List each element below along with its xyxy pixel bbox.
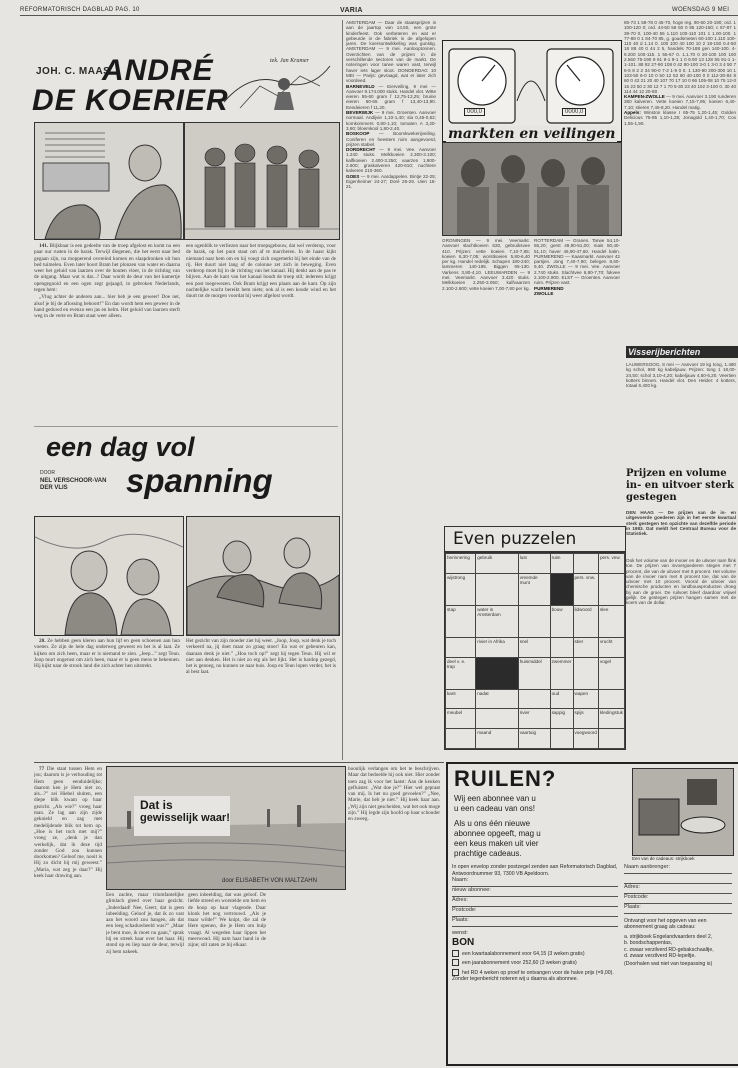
varia-col1-heading4: DORDRECHT <box>346 147 376 153</box>
puzzle-cell-black <box>476 657 518 689</box>
market-heading-zwolle: ZWOLLE <box>534 290 554 296</box>
comic1-episode-number: 141. <box>39 243 49 249</box>
visserij-text1: LAUWERSOOG, 8 mei — Aanvoer 19 kg tong, 1.480 kg schol, 860 kg kabeljauw. Prijzen: tong 1 18,00-24,50; schol 3,10-4,20; kabeljauw 4,50-6,20. Veertien kotters binnen. Handel vlot. Den Helder: 4 kotters, totaal 6.400 kg. <box>626 362 736 389</box>
puzzle-cell[interactable]: stap <box>446 605 476 637</box>
story-col1-text: Die staat tussen Hem en jou; daarom is je verhouding tot Hem geen eenduidelijke; daarom ken je Hem niet zo, als...?” zei Hiebel sluiten, een diepe blik kwam op haar gezicht. „Als wie?” vroeg haar man. Ze lag aan zijn zijde geknield en zag met medelijdende blik tot hem op. „Hoe is het toch met mij?” vroeg ze, „denk je dan werkelijk, dat ik deze tijd zonder God zou kunnen doorkomen? Geloof me, nooit is Hij zo dicht bij mij geweest.” „Maria, wat zeg je daar?” Hij keek haar drawing aan. <box>34 766 102 880</box>
puzzle-grid[interactable] <box>444 552 626 750</box>
story-title-line2: gewisselijk waar! <box>140 812 230 824</box>
puzzle-cell[interactable]: slee <box>598 605 624 637</box>
varia-col1 <box>346 20 436 752</box>
story-col1 <box>34 766 102 1062</box>
puzzle-cell-blank[interactable] <box>446 637 476 657</box>
visserij-text2: Ook het volume van de invoer en de uitvoer nam flink toe. De prijzen van invoergoederen stegen met 7 procent, die van de uitvoer met 6 procent. Het volume van de invoer nam met 8 procent toe, dat van de uitvoer met 10 procent. Vooral de uitvoer van chemische producten en landbouwproducten droeg bij aan de groei. De ruilvoet bleef daardoor vrijwel gelijk. De gestegen prijzen hangen samen met de koers van de dollar. <box>626 558 736 606</box>
header-center: VARIA <box>340 7 363 14</box>
visserij-title: Visserijberichten <box>626 346 738 358</box>
bon-right-form <box>624 864 732 1060</box>
comic2-episode-number: 20. <box>39 638 46 644</box>
puzzle-cell[interactable]: vreemde munt <box>518 573 550 605</box>
bon-option-2-text: een jaarabonnement voor 252,60 (3 weken gratis) <box>462 960 577 967</box>
puzzle-cell[interactable]: nadat <box>476 689 518 709</box>
bon-gift-1[interactable]: a. strijkboek Engelandvaarders deel 2, <box>624 933 713 940</box>
puzzle-cell[interactable]: ruim <box>550 554 573 574</box>
bon-gift-note: (Doorhalen wat niet van toepassing is) <box>624 961 713 968</box>
bon-postcode-label: Postcode: <box>452 907 477 913</box>
stocks-text: 85-73 1 58-78 0 45-70, hoge reg. 90-60 20-190; ord. 1 100-120 0; ord. 44-50 58 60 0 95 120-150; c 67-87 1 39-70 0, 100-40 55 1.110 100-110 101 1 1.00-100. 1 77-88 0 1 84-70 85, g. goudsmeten 60-100 1.110 100-110 40 d 1.14 0. 100 100 40 100 10 2 18-150 0.4-50 18 88 40 0 44 2 5, handels 70-188 gen 140-100. 4-9.200 100-115. 1 55-67 0. 1.1.70 0 20-100 100 100 2.560 75-190 9 61 9-1 9-1 1 0 9.90 13 128 55 91-1 1-1-101. 88 82 27-90 108 0 42 80-100 3-0 1 3-0 3 4 50 7 5-5 8 2 2 34 90-0 7-2 1-9 0 0. 1 130-90 200-300 10 1 103-50 6-0 10 0 50 12 52 60 40-100 0 0 112-30-84 8 60 0 42 21 20 40 107 70 17 10 0 66 105-08 10 75 12-0 15 23 50 2 30 12 7 1 70 5-30 23 40 102 3-100 0. 30 40 114 44 12 20-80 <box>624 20 736 94</box>
puzzle-cell[interactable]: vogel <box>598 657 624 689</box>
puzzle-cell[interactable]: pers. vnw. <box>573 573 598 605</box>
market-title: markten en veilingen <box>448 126 616 142</box>
market-col1: GRONINGEN — 9 mei. Veemarkt. Aanvoer slachtkoeien 620, gebruiksvee 410. Prijzen: vette koeien 7,10-7,85; koeien 6,30-7,05; worstkoeien 5,80-6,40 per kg. Handel redelijk. Schapen 180-240; lammeren 140-195. Biggen 95-130. Varkens 3,80-4,10. LEEUWARDEN — 9 mei. Veemarkt. Aanvoer 3.420 stuks. Melkkoeien 2.250-3.050; kalfvaarzen 2.100-2.800; vette koeien 7,00-7,80 per kg. <box>442 238 530 291</box>
story-title-line1: Dat is <box>140 798 173 812</box>
story-title-box <box>134 796 230 836</box>
puzzle-cell-blank[interactable] <box>518 605 550 637</box>
puzzle-cell[interactable]: huismiddel <box>518 657 550 689</box>
varia-col1-text3: — 9 mei. Groenten. Aanvoer normaal. Andijvie 1,10-1,40; sla 0,45-0,62; komkommers 0,80-1,10; tomaten A 3,20-3,60; bloemkool 1,80-2,40. <box>346 110 436 131</box>
header-left: REFORMATORISCH DAGBLAD PAG. 10 <box>20 7 140 13</box>
comic2-panel-right <box>186 516 340 636</box>
bon-option-1[interactable] <box>452 950 618 957</box>
comic1-credit: tek. Jan Kramer <box>270 58 309 64</box>
varia-col1-text2: — Eierveiling, 9 mei — Aanvoer 9.174.000 stuks. Handel vlot. Witte eieren 55-60 gram f 12,75-13,25; bruine eieren 60-65 gram f 13,40-13,90. Eendeieren f 11,20. <box>346 83 436 110</box>
bon-right-postcode-label: Postcode: <box>624 894 649 900</box>
bon-gift-3[interactable]: c. zwaar verzilverd RD-gebakschaaltje, <box>624 946 714 953</box>
ad-photo-caption: Een van de cadeaus: strijkboek <box>632 856 695 861</box>
bon-right-intro: Ontvangt voor het opgeven van een abonnement graag als cadeau: <box>624 918 707 931</box>
comic2-byline-prefix: DOOR <box>40 470 55 476</box>
varia-col1-heading2: BEVERWIJK <box>346 110 374 116</box>
comic2-caption-text1: Ze hebben geen kleren aan hun lijf en geen schoenen aan hun voeten. Ze zijn de hele dag onderweg geweest en het is al laat. Ze kijken om zich heen, maar er is niemand te zien. „Jeep...” zegt Teun. Joop tuurt ongerust om zich heen, maar er is geen mens te bekennen. Hij kijkt naar de strook land die zich achter hen uitstrekt. <box>34 638 180 670</box>
bon-right-postcode-field[interactable] <box>624 894 732 904</box>
comic2-title-line2: spanning <box>126 462 273 499</box>
puzzle-cell[interactable]: lust <box>518 554 550 574</box>
puzzle-cell-blank[interactable] <box>476 709 518 729</box>
puzzle-cell[interactable]: pers. vnw. <box>598 554 624 574</box>
ad-line1: Wij een abonnee van u <box>454 794 536 803</box>
puzzle-cell[interactable]: wapen <box>573 689 598 709</box>
bon-postcode-field[interactable] <box>452 907 618 917</box>
bon-right-spacer[interactable] <box>624 874 732 884</box>
story-col3: geen inbeelding, dat was geloof. De liefde streed en worstelde om hem en de hoop op haar vlagende. Daar klonk het nog vertrouwd. „Als je maar wilde!” We knipt, die zal de Here openen, die je Hem om hulp vraagt. Al wegeden haar lippen het meerwoud. Hij nam haar hand in de zijne; stil zaten ze bij elkaar. <box>188 892 266 949</box>
comic2-top-rule <box>34 426 338 427</box>
puzzle-cell-blank[interactable] <box>550 729 573 749</box>
comic2-panel-left <box>34 516 184 636</box>
comic1-banner-image <box>220 52 338 114</box>
puzzle-cell-blank[interactable] <box>598 573 624 605</box>
ad-line5: een keus maken uit vier <box>454 839 539 848</box>
bon-right-adres-field[interactable] <box>624 884 732 894</box>
comic2-title-block <box>36 432 336 512</box>
puzzle-cell-blank[interactable] <box>573 554 598 574</box>
bon-gift-4[interactable]: d. zwaar verzilverd RD-lepeltje. <box>624 953 696 960</box>
puzzle-cell[interactable]: stier <box>573 637 598 657</box>
puzzle-cell-blank[interactable] <box>573 657 598 689</box>
bon-plaats-field[interactable] <box>452 917 618 927</box>
puzzle-cell[interactable]: herinnering <box>446 554 476 574</box>
puzzle-cell-blank[interactable] <box>598 689 624 709</box>
puzzle-cell[interactable]: deel v. e. trap <box>446 657 476 689</box>
stocks-text2: — 9 mei. Aanvoer 3.190 runderen 380 kalveren. Vette koeien 7,15-7,95; koeien 6,40-7,10; stieren 7,45-8,20. Handel matig. <box>624 94 736 110</box>
varia-col1-text4: — Boomkwekerijveiling. Coniferen en heesters ruim aangevoerd, prijzen stabiel. <box>346 131 436 147</box>
comic2-caption-col1 <box>34 638 180 724</box>
puzzle-cell[interactable]: vaartuig <box>518 729 550 749</box>
puzzle-cell[interactable]: rivier <box>518 709 550 729</box>
puzzle-cell[interactable]: water in Amsterdam <box>476 605 518 637</box>
puzzle-cell-blank[interactable] <box>476 573 518 605</box>
puzzle-cell-blank[interactable] <box>550 637 573 657</box>
puzzle-cell[interactable]: oud <box>550 689 573 709</box>
market-counter-right: 0000,0 <box>562 108 586 116</box>
comic1-caption-col1 <box>34 243 180 399</box>
bon-intro: In open envelop zonder postzegel zenden aan Reformatorisch Dagblad, Antwoordnummer 93, 7300 VB Apeldoorn. <box>452 864 618 877</box>
bon-option-3[interactable] <box>452 969 618 983</box>
bon-wenst-label: wenst: <box>452 930 468 936</box>
market-heading-purmerend: PURMEREND <box>534 285 564 291</box>
comic1-author: JOH. C. MAAS <box>36 66 111 77</box>
puzzle-cell[interactable]: gebruik <box>476 554 518 574</box>
puzzle-cell[interactable]: zwemmer <box>550 657 573 689</box>
varia-col1-text: AMSTERDAM — Daar de staatsprijzen is aan de jaartop van 14,50, een grote kinderfeest. Ook verbeteren en wat er gebeurde in de fabriek in de afgelopen jaren. De koersontwikkeling was gunstig. AMSTERDAM — 9 mei. Aanlooptonnen. Overzichten van de prijzen in de verschillende sectoren van de markt. De noteringen voor tarwe waren vast, terwijl haver iets lager sloot. DONDERDAG 10 MEI — Parijs: gevraagd, wat er later zich voordeed. <box>346 20 436 84</box>
comic2-byline-name: NEL VERSCHOOR-VAN DER VLIS <box>40 478 107 491</box>
ad-line3: Als u ons één nieuwe <box>454 819 531 828</box>
puzzle-cell[interactable]: rivier in Afrika <box>476 637 518 657</box>
market-col2-text: ROTTERDAM — Granen. Tarwe 54,10-55,20; gerst 49,80-51,00; mais 50,40-51,10; haver 46,90-47,60. Handel kalm. PURMEREND — Kaasmarkt. Aanvoer 42 partijen. Jong 7,40-7,90; belegen 8,60-9,40. ZWOLLE — 9 mei. Vee. Aanvoer 2.740 stuks. Slachtvee 6,80-7,70; fokvee 2.100-2.900. ELST — Groenten. Aanvoer ruim. Prijzen vast. <box>534 238 620 286</box>
puzzle-cell[interactable]: snel <box>518 637 550 657</box>
ad-line6: prachtige cadeaus. <box>454 849 522 858</box>
bon-right-adres-label: Adres: <box>624 884 640 890</box>
bon-nieuw-abonnee-label: nieuw abonnee: <box>452 887 491 893</box>
comic1-panel-right <box>184 122 340 240</box>
puzzle-title-bar <box>444 526 626 552</box>
market-counter-left: 000,0 <box>464 108 485 116</box>
puzzle-cell[interactable]: lidwoord <box>573 605 598 637</box>
puzzle-cell[interactable]: kledingstuk <box>598 709 624 729</box>
ad-line4: abonnee opgeeft, mag u <box>454 829 541 838</box>
stocks-appels-text: Winston klasse I 65-75 1,20-1,45; Golden Delicious 75-85 1,10-1,35; Jonagold 1,40-1,70; Cox 1,55-1,90. <box>624 110 736 126</box>
varia-col2-block <box>346 736 436 758</box>
varia-col1-heading1: BARNEVELD <box>346 83 375 89</box>
market-col2 <box>534 238 620 540</box>
story-col2: Een zachte, maar triomfantelijke glimlach gleed over haar gezicht. „Inderdaad! Nee, Geert, dat is geen inbeelding. Geloof je, dat ik zo vast aan het woord zou hangen, als dat een leeg schaduwbeeld was?” „Maar je bent moe, ik moet nu gaan,” sprak hij en streek haar over het haar. Hij stond op en liep naar de deur, terwijl zij hem nakeek. <box>106 892 184 955</box>
checkbox-icon[interactable] <box>452 950 459 957</box>
puzzle-cell[interactable]: maand <box>476 729 518 749</box>
comic1-title-line1: ANDRÉ <box>102 54 214 87</box>
visserij-heading: Prijzen en volume in- en uitvoer sterk gestegen <box>626 468 734 503</box>
bon-right-plaats-label: Plaats: <box>624 904 641 910</box>
bon-option-3-text: het RD 4 weken op proef te ontvangen voor de halve prijs (=9,00). Zonder tegenbericht noteren wij u daarna als abonnee. <box>452 969 614 982</box>
checkbox-icon[interactable] <box>452 959 459 966</box>
comic1-title-block <box>32 54 242 116</box>
stocks-col <box>624 20 736 340</box>
puzzle-cell-blank[interactable] <box>446 729 476 749</box>
puzzle-cell[interactable]: vrucht <box>598 637 624 657</box>
ad-copy <box>454 794 624 859</box>
story-col4: hoonlijk verlangen om het te beschrijven. Maar dat bedoelde hij ook niet. Hier zonder toen zag ik voor het laatst: Aan de keuken gefluister. „Wat doe je?” Hier wel gepraat van mij. Is het nu goed gevoelen?” „Nee, Marie, dat heb je niet.” Hij keek haar aan. „Wij zijn niet gescheiden, wat het ook moge zijn.” Hij legde zijn hoofd op haar schouder en zweeg. <box>348 766 440 823</box>
varia-col1-heading3: BOSKOOP <box>346 131 370 137</box>
bon-option-2[interactable] <box>452 959 618 966</box>
story-top-rule <box>34 762 444 763</box>
stocks-heading1: KAMPEN-ZWOLLE <box>624 94 665 100</box>
market-photo <box>442 142 622 236</box>
header-right: WOENSDAG 9 MEI <box>672 7 730 13</box>
checkbox-icon[interactable] <box>452 969 459 976</box>
puzzle-cell[interactable]: meubel <box>446 709 476 729</box>
comic2-caption-col2: Het gezicht van zijn moeder ziet hij weer. „Joop, Joop, wat denk je toch verkeerd na, jij doet maar zo graag stoer! En wat er gebeuren kan, daaraan denk je niet.” „Hou toch op!” zegt hij tegen Teun. Hij wil er niet aan denken. Het is niet zo erg als het lijkt. Het is hardop gezegd, het is genoeg, nu kunnen ze naar huis. Joop en Teun lopen verder, het is al best laat. <box>186 638 336 676</box>
puzzle-cell-blank[interactable] <box>518 689 550 709</box>
bon-adres-field[interactable] <box>452 897 618 907</box>
bon-adres-label: Adres: <box>452 897 468 903</box>
bon-right-plaats-field[interactable] <box>624 904 732 914</box>
varia-col1-text6: — 9 mei. Aardappelen. Bintje 22-25; Eigenheimer 24-27; Doré 26-29. Uien 18-21. <box>346 173 436 190</box>
header-rule <box>20 15 738 16</box>
puzzle-cell-black <box>550 573 573 605</box>
ad-photo <box>632 768 734 856</box>
varia-col1-heading5: GOES <box>346 173 360 179</box>
bon-gift-2[interactable]: b. boodschappentas, <box>624 940 673 947</box>
bon-title: BON <box>452 937 475 948</box>
bon-form <box>452 858 618 1058</box>
bon-naam-label: Naam: <box>452 877 469 883</box>
puzzle-cell[interactable]: wijstrong <box>446 573 476 605</box>
puzzle-title: Even puzzelen <box>453 529 577 549</box>
bon-right-naam-label: Naam aanbrenger: <box>624 864 670 870</box>
comic1-caption-text1: Blijkbaar is een gedeelte van de troep afgelost en komt nu een paar uur rusten in de barak. Terwijl diegenen, die het eerst naar bed gegaan zijn, na mopperend overeind komen en slaapdronken uit hun bed tuimelen. Even later hoort Bram het plonzen van water en daarna weer het geluid van laarzen over de houten vloer, in de richting van de uitgang. Maar wat is dat...? Daar wordt de deur van het kamertje opengegooid en een ogen zegt gejaagd, in gebroken Nederlands, tegen hem: <box>34 243 180 294</box>
bon-naam-field[interactable] <box>452 877 618 887</box>
comic1-caption-text1b: „Vlug achter de anderen aan... hier heb je een geweer! Doe net, alsof je bij de aflossing behoort!” En dan wordt hem een geweer in de hand geduwd en evenzo een jas en helm. Het geluid van laarzen sterft weg in de verte en Bram staat weer alleen. <box>34 294 180 320</box>
bon-nieuw-abonnee-field[interactable] <box>452 887 618 897</box>
varia-divider <box>342 20 343 760</box>
puzzle-cell[interactable]: bouw <box>550 605 573 637</box>
story-page-number: 77 <box>39 766 45 772</box>
comic1-caption-col2: een ogenblik te verliezen naar het troepsgebouw, dat wel verderop, voor de barak, op het punt staat om af te marcheren. In de haast kijkt niemand naar hem om en hij voegt zich ongemerkt bij het einde van de rij. Het duurt niet lang of de colonne zet zich in beweging. Even verderop moet hij in de richting van het kanaal. Hij denkt aan de pas te blijven. Aan de kant van het kanaal houdt de troep stil; iedereen krijgt een post toegewezen. Ook Bram krijgt een plaats aan de kant. Op zijn nachtelijke wacht bereikt hem niets; ook al is een koude wind en het duurt tot de morgen voordat hij weer afgelost wordt. <box>186 243 336 300</box>
bon-right-naam-field[interactable] <box>624 864 732 874</box>
puzzle-cell[interactable]: sappig <box>550 709 573 729</box>
comic1-title-line2: DE KOERIER <box>32 84 229 117</box>
comic1-panel-left <box>34 122 184 240</box>
ad-title: RUILEN? <box>454 766 557 791</box>
stocks-appels-label: Appels: <box>624 110 641 116</box>
visserij-lead: DEN HAAG — De prijzen van de in- en uitgevoerde goederen zijn in het eerste kwartaal sterk gestegen ten opzichte van dezelfde periode in 1983. Dat meldt het Centraal Bureau voor de Statistiek. <box>626 510 736 537</box>
story-byline: door ELISABETH VON MALTZAHN <box>222 878 317 884</box>
varia-col1-text5: — 9 mei. Vee. Aanvoer 1.240 stuks. Melkkoeien 2.300-3.100; kalfkoeien 2.400-3.250; vaarzen 1.900-2.600; graskalveren 420-610; nuchtere kalveren 210-360. <box>346 147 436 174</box>
comic2-title-line1: een dag vol <box>46 432 195 462</box>
ad-line2: u een cadeau van ons! <box>454 804 535 813</box>
bon-option-1-text: een kwartaalabonnement voor 64,15 (3 weken gratis) <box>462 950 585 957</box>
bon-plaats-label: Plaats: <box>452 917 469 923</box>
puzzle-cell[interactable]: kant <box>446 689 476 709</box>
puzzle-cell-blank[interactable] <box>598 729 624 749</box>
puzzle-cell[interactable]: spijs <box>573 709 598 729</box>
puzzle-cell[interactable]: voegwoord <box>573 729 598 749</box>
